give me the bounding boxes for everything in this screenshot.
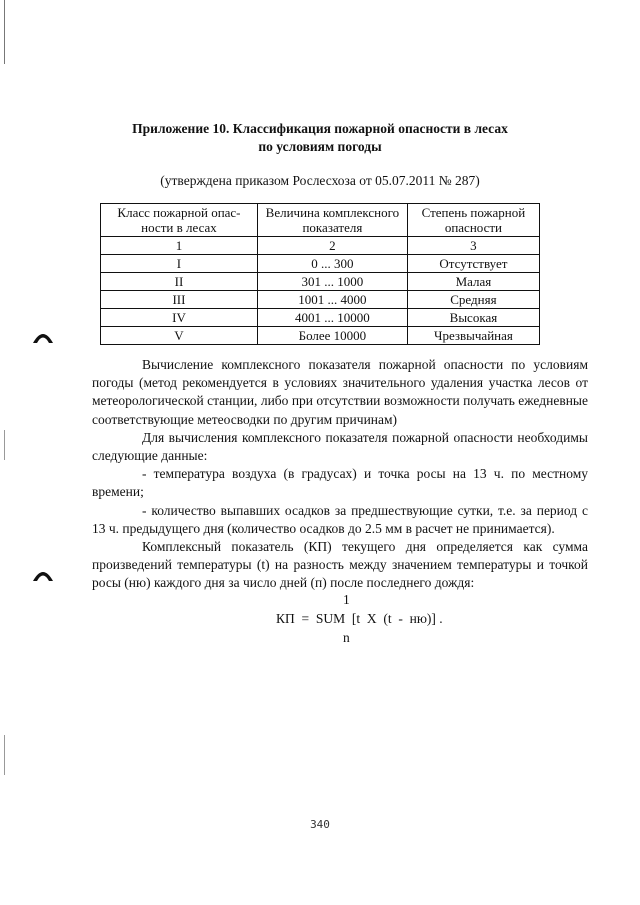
table-cell: 2	[257, 237, 407, 255]
binding-mark	[4, 430, 5, 460]
punch-hole-icon	[32, 328, 54, 344]
title-line: Приложение 10. Классификация пожарной опасности в лесах	[132, 121, 508, 136]
fire-danger-table	[100, 203, 540, 345]
table-cell: 1	[101, 237, 258, 255]
table-header: Класс пожарной опас-ности в лесах	[101, 204, 258, 237]
table-cell: Отсутствует	[407, 255, 539, 273]
document-title	[100, 120, 540, 156]
table-cell: 1001 ... 4000	[257, 291, 407, 309]
table-cell: Более 10000	[257, 327, 407, 345]
paragraph: Для вычисления комплексного показателя пожарной опасности необходимы следующие данные:	[92, 429, 588, 464]
table-cell: Малая	[407, 273, 539, 291]
binding-mark	[4, 735, 5, 775]
page-number: 340	[310, 818, 330, 831]
table-row	[101, 291, 540, 309]
table-row	[101, 255, 540, 273]
table-row	[101, 273, 540, 291]
table-cell: Чрезвычайная	[407, 327, 539, 345]
table-cell: Высокая	[407, 309, 539, 327]
table-cell: 3	[407, 237, 539, 255]
table-header: Величина комплексного показателя	[257, 204, 407, 237]
punch-hole-icon	[32, 566, 54, 582]
table-row	[101, 309, 540, 327]
approval-note: (утверждена приказом Рослесхоза от 05.07.2011 № 287)	[160, 173, 480, 188]
paragraph: Комплексный показатель (КП) текущего дня определяется как сумма произведений температуры (t) на разность между значением температуры и точкой росы (ню) каждого дня за число дней (п) после последнего дождя:	[92, 539, 588, 591]
binding-mark	[4, 0, 5, 64]
title-line: по условиям погоды	[258, 139, 382, 154]
paragraph: - количество выпавших осадков за предшествующие сутки, т.е. за период с 13 ч. предыдущего дня (количество осадков до 2.5 мм в расчет не принимается).	[92, 502, 588, 536]
table-cell: II	[101, 273, 258, 291]
table-header: Степень пожарной опасности	[407, 204, 539, 237]
table-cell: IV	[101, 309, 258, 327]
table-cell: V	[101, 327, 258, 345]
table-cell: 0 ... 300	[257, 255, 407, 273]
table-cell: 4001 ... 10000	[257, 309, 407, 327]
table-cell: Средняя	[407, 291, 539, 309]
formula-main: КП = SUM [t X (t - ню)] .	[276, 611, 443, 626]
table-cell: III	[101, 291, 258, 309]
table-numbering-row	[101, 237, 540, 255]
formula-superscript: 1	[343, 592, 350, 607]
table-cell: 301 ... 1000	[257, 273, 407, 291]
body-text	[92, 356, 588, 593]
table-row	[101, 327, 540, 345]
table-cell: I	[101, 255, 258, 273]
table-header-row	[101, 204, 540, 237]
formula-subscript: n	[343, 630, 350, 645]
paragraph: Вычисление комплексного показателя пожарной опасности по условиям погоды (метод рекомендуется в условиях значительного удаления участка лесов от метеорологической станции, либо при отсутствии возможности получать ежедневные соответствующие метеосводки по другим причинам)	[92, 357, 588, 427]
paragraph: - температура воздуха (в градусах) и точка росы на 13 ч. по местному времени;	[92, 466, 588, 500]
